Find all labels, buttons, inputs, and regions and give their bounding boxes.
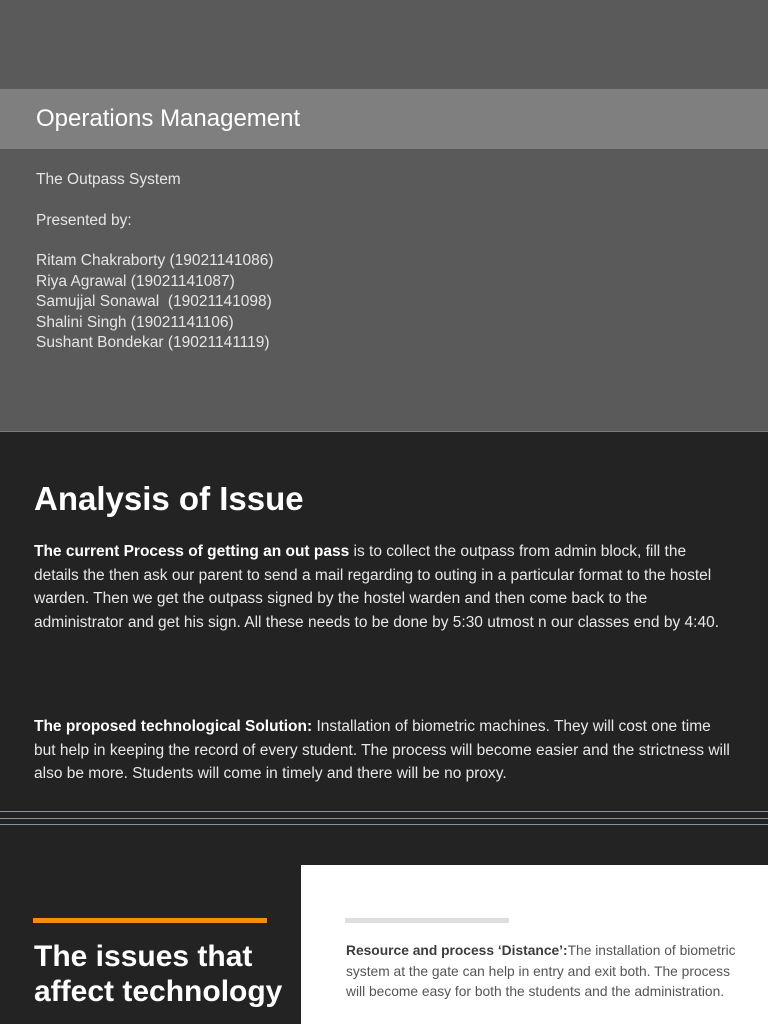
slide-title-text: Operations Management — [36, 105, 301, 132]
divider-line — [0, 811, 768, 812]
current-process-label: The current Process of getting an out pass — [34, 543, 350, 560]
subtitle: The Outpass System — [36, 171, 181, 188]
presenter-item: Samujjal Sonawal (19021141098) — [36, 293, 272, 310]
slide-issues — [0, 865, 768, 1024]
title-band — [0, 89, 768, 149]
divider-line — [0, 824, 768, 825]
presenter-item: Shalini Singh (19021141106) — [36, 313, 234, 331]
current-process-text: is to collect the outpass from admin block, fill the details the then ask our parent to send a mail regarding to outing in a particular format to the hostel warden. Then we get the outpass signed by the hostel warden and then come back to the administrator and get his sign. All these needs to be done by 5:30 utmost n our classes end by 4:40. — [34, 543, 720, 632]
distance-paragraph — [346, 941, 751, 1003]
slide-analysis — [0, 432, 768, 865]
presented-by-label: Presented by: — [36, 211, 132, 229]
presenter-item: Ritam Chakraborty (19021141086) — [36, 252, 274, 269]
proposed-solution-paragraph — [34, 715, 734, 786]
slide-title — [0, 0, 768, 432]
orange-accent-bar — [33, 918, 267, 923]
issues-left-panel — [0, 865, 301, 1024]
issues-right-panel — [301, 865, 768, 1024]
divider-line — [0, 818, 768, 819]
issues-heading: The issues that affect technology — [34, 940, 283, 1008]
proposed-solution-label: The proposed technological Solution: — [34, 718, 313, 735]
analysis-heading: Analysis of Issue — [34, 480, 304, 517]
presenter-item: Sushant Bondekar (19021141119) — [36, 334, 270, 351]
title-slide-body — [36, 170, 274, 354]
presenter-item: Riya Agrawal (19021141087) — [36, 272, 235, 290]
distance-label: Resource and process ‘Distance’: — [346, 943, 568, 958]
distance-text: The installation of biometric system at the gate can help in entry and exit both. The process will become easy for both the students and the administration. — [346, 943, 736, 999]
proposed-solution-text: Installation of biometric machines. They will cost one time but help in keeping the record of every student. The process will become easier and the strictness will also be more. Students will come in timely and there will be no proxy. — [34, 718, 730, 783]
grey-accent-bar — [345, 918, 509, 923]
current-process-paragraph — [34, 540, 734, 635]
